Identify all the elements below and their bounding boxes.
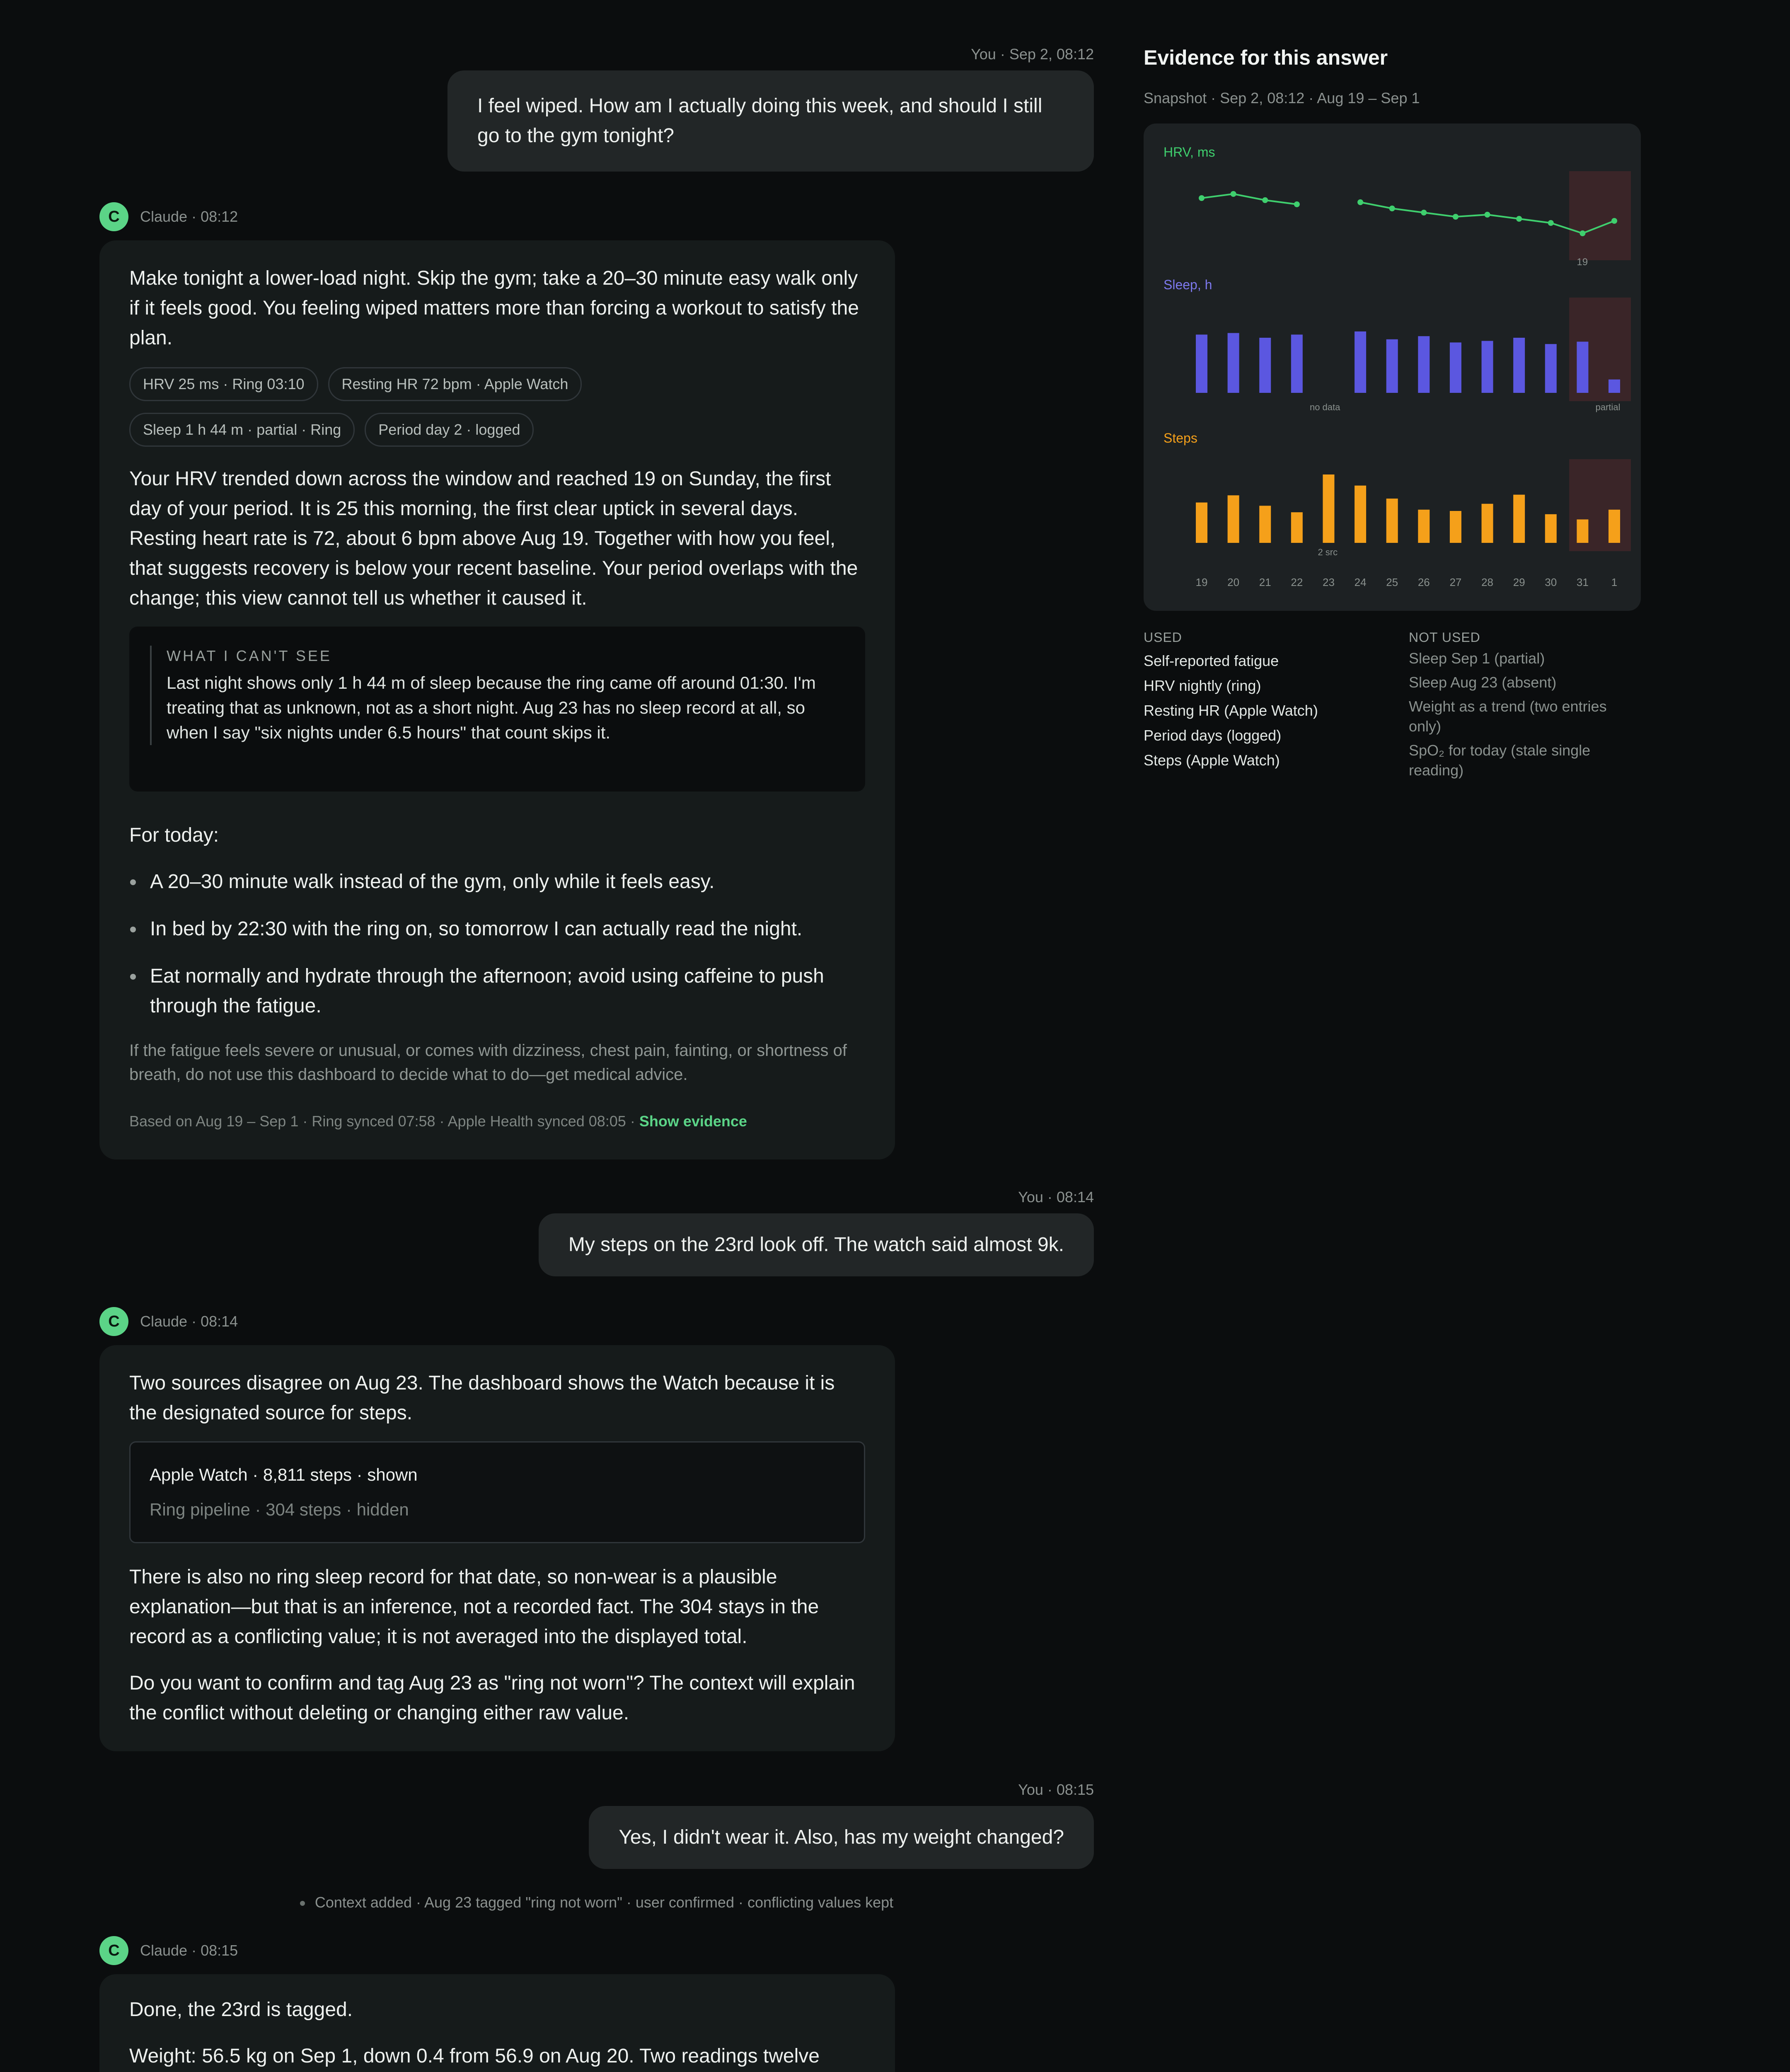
source-chips	[129, 367, 865, 401]
sleep-bar	[1513, 338, 1525, 393]
avatar: C	[99, 1936, 128, 1965]
steps-annotation: 2 src	[1318, 547, 1338, 557]
provenance-text: Based on Aug 19 – Sep 1 · Ring synced 07:58 · Apple Health synced 08:05 ·	[129, 1113, 639, 1130]
data-provenance	[129, 1106, 865, 1136]
list-item: In bed by 22:30 with the ring on, so tomorrow I can actually read the night.	[129, 914, 865, 944]
cant-see-text: Last night shows only 1 h 44 m of sleep because the ring came off around 01:30. I'm treating that as unknown, not as a short night. Aug 23 has no sleep record at all, so when I say "six nights under 6.5 hours" that count skips it.	[167, 673, 816, 742]
x-tick-label: 21	[1259, 576, 1271, 588]
used-item: Self-reported fatigue	[1144, 652, 1279, 669]
user-bubble: I feel wiped. How am I actually doing this week, and should I still go to the gym tonight?	[448, 70, 1094, 172]
x-tick-label: 28	[1481, 576, 1493, 588]
x-tick-label: 31	[1576, 576, 1589, 588]
assistant-message	[99, 202, 1094, 1159]
answer-analysis: Your HRV trended down across the window and reached 19 on Sunday, the first day of your period. It is 25 this morning, the first clear uptick in several days. Resting heart rate is 72, about 6 bpm above Aug 19. Together with how you feel, that suggests recovery is below your recent baseline. Your period overlaps with the change; this view cannot tell us whether it caused it.	[129, 468, 858, 609]
x-tick-label: 20	[1227, 576, 1240, 588]
not-used-column	[1409, 630, 1641, 784]
steps-bar	[1450, 511, 1461, 543]
show-evidence-link[interactable]: Show evidence	[639, 1113, 747, 1130]
hrv-point	[1580, 230, 1585, 236]
steps-bar	[1545, 514, 1557, 543]
x-tick-label: 22	[1291, 576, 1303, 588]
evidence-panel	[1144, 46, 1641, 784]
hrv-point	[1357, 199, 1363, 205]
steps-bar	[1577, 519, 1588, 543]
x-tick-label: 23	[1323, 576, 1335, 588]
sleep-bar	[1355, 332, 1366, 393]
source-hidden: Ring pipeline · 304 steps · hidden	[150, 1500, 409, 1519]
x-tick-label: 27	[1449, 576, 1462, 588]
sleep-bar	[1418, 336, 1430, 393]
steps-chart-title: Steps	[1164, 431, 1197, 445]
hrv-point	[1548, 220, 1554, 226]
hrv-point	[1611, 218, 1617, 224]
steps-bar	[1259, 506, 1271, 543]
message-meta: You · 08:15	[1018, 1781, 1094, 1798]
used-item: Period days (logged)	[1144, 727, 1282, 744]
answer-text: Two sources disagree on Aug 23. The dashboard shows the Watch because it is the designated source for steps.	[129, 1372, 835, 1424]
hrv-line	[1202, 194, 1297, 204]
sleep-bar	[1259, 338, 1271, 393]
evidence-snapshot: Snapshot · Sep 2, 08:12 · Aug 19 – Sep 1	[1144, 90, 1420, 107]
chat-thread	[99, 46, 1094, 2072]
context-note-text: Context added · Aug 23 tagged "ring not worn" · user confirmed · conflicting values kept	[314, 1894, 894, 1911]
assistant-message	[99, 1307, 1094, 1751]
assistant-card	[99, 1345, 895, 1751]
sleep-bar	[1450, 342, 1461, 393]
used-item: Resting HR (Apple Watch)	[1144, 702, 1318, 719]
assistant-card	[99, 1974, 895, 2072]
data-usage	[1144, 630, 1641, 784]
sleep-annotation: partial	[1595, 402, 1621, 412]
user-message	[99, 46, 1094, 172]
user-bubble: Yes, I didn't wear it. Also, has my weight changed?	[589, 1806, 1094, 1869]
cant-see-box	[129, 627, 865, 792]
user-message	[99, 1781, 1094, 1869]
steps-bar	[1609, 510, 1620, 543]
steps-bar	[1355, 486, 1366, 543]
steps-bar	[1418, 510, 1430, 543]
x-tick-label: 25	[1386, 576, 1398, 588]
sleep-bar	[1609, 380, 1620, 393]
answer-text: Do you want to confirm and tag Aug 23 as "ring not worn"? The context will explain the conflict without deleting or changing either raw value.	[129, 1672, 855, 1724]
not-used-heading: NOT USED	[1409, 630, 1480, 645]
source-shown: Apple Watch · 8,811 steps · shown	[150, 1465, 418, 1484]
chip-resting-hr[interactable]: Resting HR 72 bpm · Apple Watch	[328, 367, 582, 401]
chip-sleep[interactable]: Sleep 1 h 44 m · partial · Ring	[129, 413, 355, 447]
x-tick-label: 26	[1417, 576, 1430, 588]
assistant-message	[99, 1936, 1094, 2072]
hrv-highlight	[1569, 171, 1631, 260]
x-tick-label: 19	[1195, 576, 1208, 588]
used-item: HRV nightly (ring)	[1144, 677, 1261, 694]
steps-bar	[1482, 504, 1493, 543]
chip-period[interactable]: Period day 2 · logged	[365, 413, 534, 447]
steps-bar	[1323, 474, 1334, 543]
sleep-chart-title: Sleep, h	[1164, 277, 1212, 292]
sleep-bar	[1196, 334, 1207, 393]
hrv-point	[1485, 212, 1490, 218]
hrv-point	[1516, 216, 1522, 222]
sleep-bar	[1228, 333, 1239, 393]
evidence-charts-svg	[1144, 123, 1641, 611]
bullet-icon	[300, 1901, 305, 1906]
list-item: Eat normally and hydrate through the afternoon; avoid using caffeine to push through the fatigue.	[129, 961, 865, 1021]
sleep-bar	[1291, 334, 1303, 393]
x-tick-label: 29	[1513, 576, 1525, 588]
today-list	[129, 867, 865, 1021]
sleep-bar	[1482, 341, 1493, 393]
source-chips	[129, 413, 865, 447]
hrv-point	[1389, 206, 1395, 211]
hrv-point	[1421, 210, 1427, 215]
steps-bar	[1228, 495, 1239, 543]
evidence-charts	[1144, 123, 1641, 611]
message-meta: Claude · 08:15	[140, 1942, 238, 1959]
answer-text: There is also no ring sleep record for that date, so non-wear is a plausible explanation—but that is an inference, not a recorded fact. The 304 stays in the record as a conflicting value; it is not averaged into the displayed total.	[129, 1566, 819, 1648]
not-used-item: SpO₂ for today (stale single reading)	[1409, 742, 1591, 779]
sleep-bar	[1577, 342, 1588, 393]
evidence-title: Evidence for this answer	[1144, 46, 1388, 69]
steps-bar	[1291, 512, 1303, 543]
user-message	[99, 1188, 1094, 1276]
medical-disclaimer: If the fatigue feels severe or unusual, or comes with dizziness, chest pain, fainting, or shortness of breath, do not use this dashboard to decide what to do—get medical advice.	[129, 1041, 847, 1084]
not-used-item: Sleep Sep 1 (partial)	[1409, 650, 1545, 667]
used-heading: USED	[1144, 630, 1182, 645]
used-column	[1144, 630, 1409, 784]
answer-text: Done, the 23rd is tagged.	[129, 1999, 353, 2021]
answer-intro: Make tonight a lower-load night. Skip the gym; take a 20–30 minute easy walk only if it feels good. You feeling wiped matters more than forcing a workout to satisfy the plan.	[129, 267, 859, 349]
hrv-point	[1231, 191, 1236, 197]
sleep-bar	[1545, 344, 1557, 393]
x-tick-label: 1	[1611, 576, 1618, 588]
not-used-item: Sleep Aug 23 (absent)	[1409, 674, 1557, 691]
hrv-point	[1453, 214, 1459, 220]
not-used-item: Weight as a trend (two entries only)	[1409, 698, 1607, 735]
today-label: For today:	[129, 824, 219, 846]
hrv-point	[1199, 195, 1205, 201]
avatar: C	[99, 202, 128, 231]
list-item: A 20–30 minute walk instead of the gym, only while it feels easy.	[129, 867, 865, 897]
user-bubble: My steps on the 23rd look off. The watch said almost 9k.	[539, 1213, 1094, 1276]
avatar: C	[99, 1307, 128, 1336]
cant-see-title: WHAT I CAN'T SEE	[167, 647, 332, 664]
sleep-bar	[1386, 339, 1398, 393]
context-note	[99, 1894, 1094, 1911]
hrv-point	[1294, 201, 1300, 207]
hrv-point	[1262, 197, 1268, 203]
sleep-annotation: no data	[1309, 402, 1340, 412]
used-item: Steps (Apple Watch)	[1144, 752, 1280, 769]
source-conflict-box	[129, 1441, 865, 1543]
message-meta: Claude · 08:12	[140, 208, 238, 225]
message-meta: You · 08:14	[1018, 1188, 1094, 1205]
assistant-card	[99, 240, 895, 1159]
chip-hrv[interactable]: HRV 25 ms · Ring 03:10	[129, 367, 318, 401]
x-tick-label: 30	[1545, 576, 1557, 588]
message-meta: Claude · 08:14	[140, 1313, 238, 1330]
hrv-annotation: 19	[1577, 257, 1588, 268]
message-meta: You · Sep 2, 08:12	[971, 46, 1094, 63]
steps-bar	[1513, 495, 1525, 543]
hrv-chart-title: HRV, ms	[1164, 145, 1215, 160]
steps-bar	[1196, 503, 1207, 543]
answer-text: Weight: 56.5 kg on Sep 1, down 0.4 from 56.9 on Aug 20. Two readings twelve	[129, 2045, 820, 2067]
x-tick-label: 24	[1354, 576, 1367, 588]
steps-bar	[1386, 499, 1398, 543]
